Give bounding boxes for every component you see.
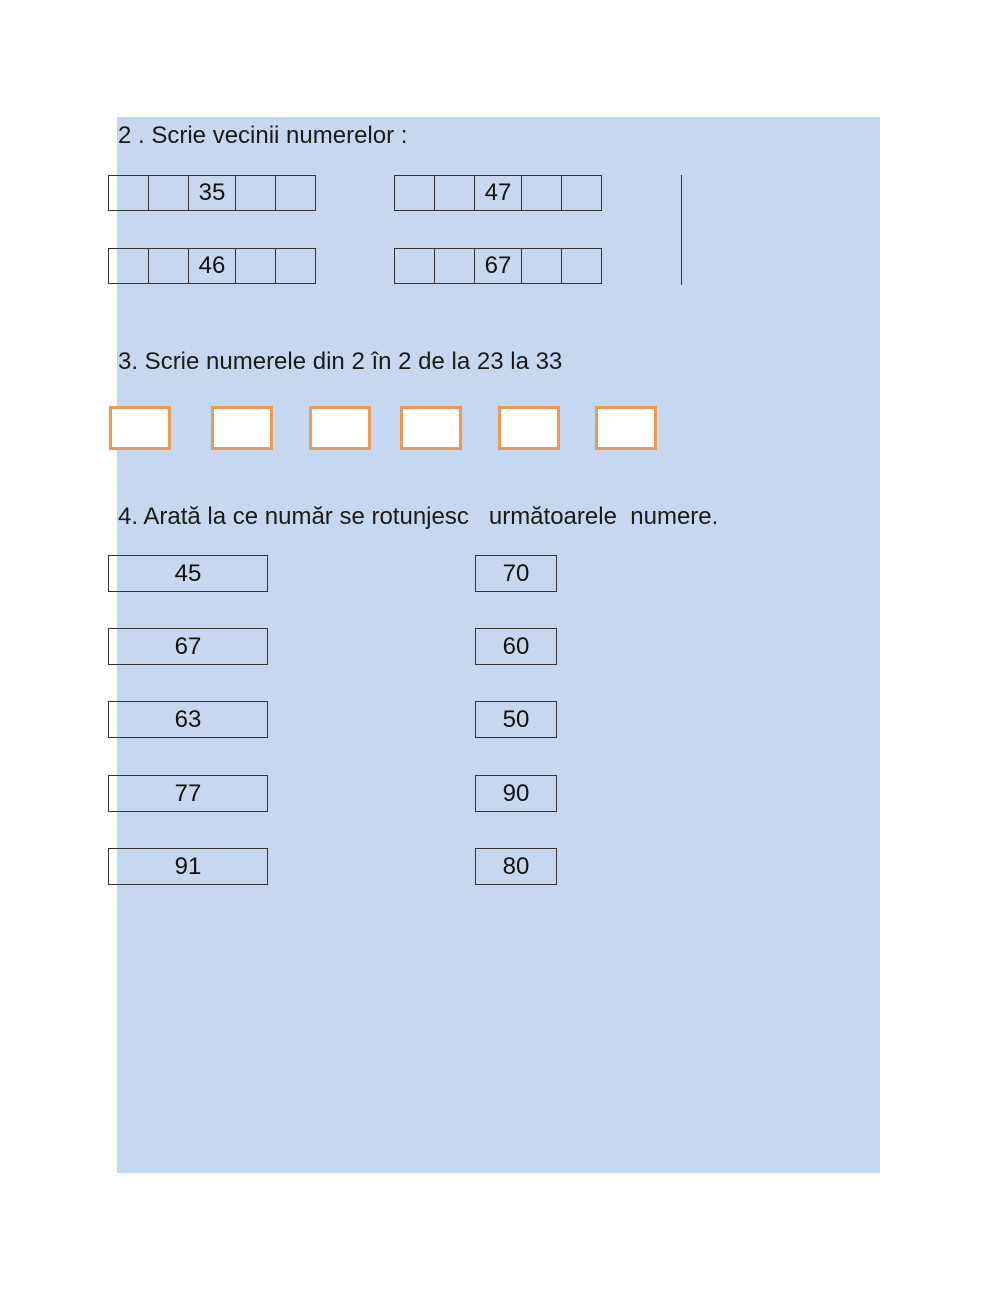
rounding-number-box[interactable]: 63 <box>108 701 268 738</box>
neighbor-input[interactable] <box>149 176 189 210</box>
neighbor-input[interactable] <box>236 249 276 283</box>
neighbor-input[interactable] <box>276 176 315 210</box>
neighbor-input[interactable] <box>522 176 562 210</box>
rounding-number-box[interactable]: 67 <box>108 628 268 665</box>
rounding-target-box[interactable]: 80 <box>475 848 557 885</box>
rounding-target-box[interactable]: 90 <box>475 775 557 812</box>
neighbor-row-3 <box>108 248 316 284</box>
rounding-number-box[interactable]: 45 <box>108 555 268 592</box>
sequence-answer-box[interactable] <box>400 406 462 450</box>
sequence-answer-box[interactable] <box>595 406 657 450</box>
neighbor-row-2 <box>394 175 602 211</box>
neighbor-input[interactable] <box>562 249 601 283</box>
sequence-answer-box[interactable] <box>211 406 273 450</box>
rounding-target-box[interactable]: 60 <box>475 628 557 665</box>
rounding-number-box[interactable]: 77 <box>108 775 268 812</box>
neighbor-input[interactable] <box>435 176 475 210</box>
neighbor-input[interactable] <box>562 176 601 210</box>
sequence-answer-box[interactable] <box>309 406 371 450</box>
neighbor-row-1 <box>108 175 316 211</box>
neighbor-center-number: 47 <box>475 176 522 210</box>
neighbor-input[interactable] <box>276 249 315 283</box>
rounding-number-box[interactable]: 91 <box>108 848 268 885</box>
neighbor-input[interactable] <box>109 176 149 210</box>
rounding-target-box[interactable]: 50 <box>475 701 557 738</box>
neighbor-input[interactable] <box>395 176 435 210</box>
sequence-answer-box[interactable] <box>498 406 560 450</box>
neighbor-center-number: 46 <box>189 249 236 283</box>
section-2-heading: 2 . Scrie vecinii numerelor : <box>118 122 408 149</box>
vertical-divider <box>681 175 682 285</box>
sequence-answer-box[interactable] <box>109 406 171 450</box>
neighbor-input[interactable] <box>109 249 149 283</box>
section-3-heading: 3. Scrie numerele din 2 în 2 de la 23 la 33 <box>118 348 563 375</box>
neighbor-row-4 <box>394 248 602 284</box>
rounding-target-box[interactable]: 70 <box>475 555 557 592</box>
neighbor-input[interactable] <box>435 249 475 283</box>
neighbor-center-number: 35 <box>189 176 236 210</box>
section-4-heading: 4. Arată la ce număr se rotunjesc următoarele numere. <box>118 503 719 530</box>
neighbor-input[interactable] <box>395 249 435 283</box>
neighbor-center-number: 67 <box>475 249 522 283</box>
neighbor-input[interactable] <box>522 249 562 283</box>
neighbor-input[interactable] <box>149 249 189 283</box>
neighbor-input[interactable] <box>236 176 276 210</box>
